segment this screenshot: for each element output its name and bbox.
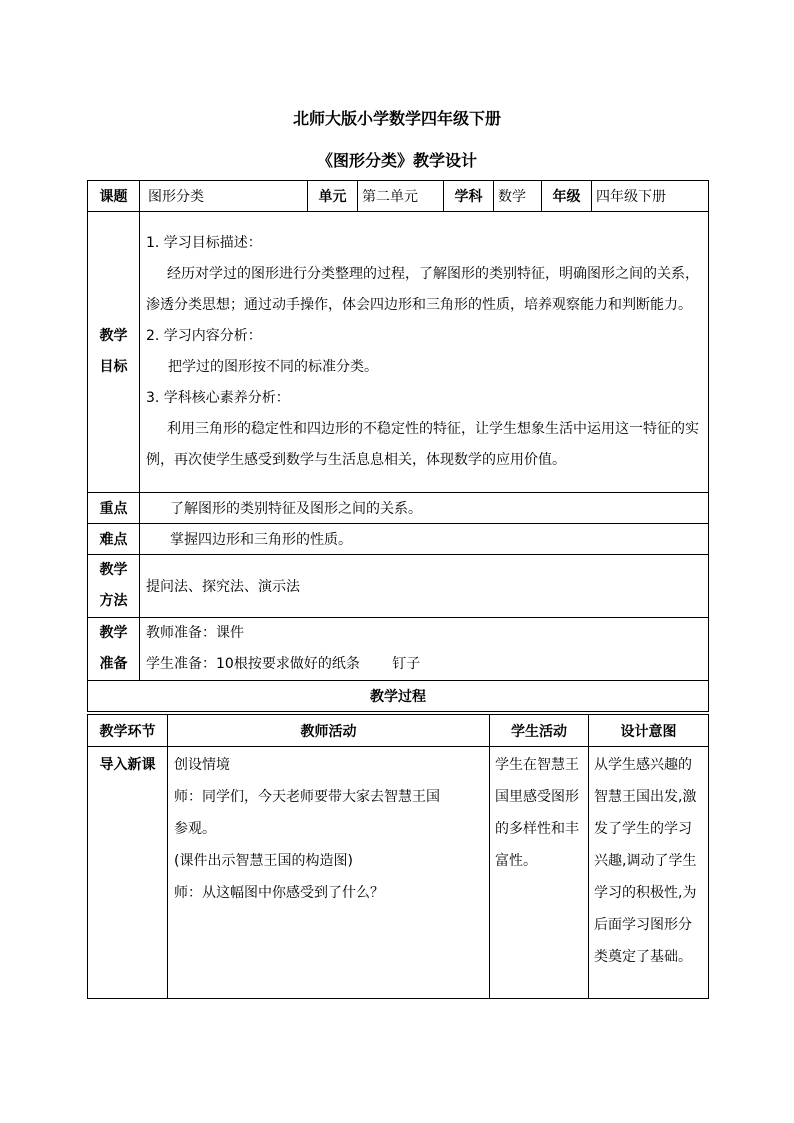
col-student-header: 学生活动 xyxy=(490,715,589,747)
objectives-label-line1: 教学 xyxy=(99,328,128,344)
key-point-text: 了解图形的类别特征及图形之间的关系。 xyxy=(140,493,709,524)
objectives-content xyxy=(140,212,709,493)
key-point-label: 重点 xyxy=(88,493,140,524)
process-row-intro xyxy=(88,747,709,999)
subject-value: 数学 xyxy=(494,181,542,212)
teacher-line-4: (课件出示智慧王国的构造图) xyxy=(174,853,353,869)
process-title-row xyxy=(88,681,709,712)
preparation-content xyxy=(140,618,709,681)
teaching-process-table xyxy=(87,714,709,999)
objective-3-title: 3. 学科核心素养分析： xyxy=(146,390,290,406)
grade-label: 年级 xyxy=(542,181,592,212)
difficulty-row xyxy=(88,524,709,555)
topic-value: 图形分类 xyxy=(140,181,308,212)
teacher-line-3: 参观。 xyxy=(174,821,216,837)
methods-row xyxy=(88,555,709,618)
preparation-label-line2: 准备 xyxy=(99,656,128,672)
objective-3-text: 利用三角形的稳定性和四边形的不稳定性的特征，让学生想象生活中运用这一特征的实例，再次使学生感受到数学与生活息息相关，体现数学的应用价值。 xyxy=(146,421,699,468)
key-point-row xyxy=(88,493,709,524)
methods-label xyxy=(88,555,140,618)
objectives-label-line2: 目标 xyxy=(99,359,128,375)
col-intent-header: 设计意图 xyxy=(589,715,709,747)
header-row xyxy=(88,181,709,212)
objective-1-title: 1. 学习目标描述： xyxy=(146,235,262,251)
unit-label: 单元 xyxy=(308,181,358,212)
difficulty-label: 难点 xyxy=(88,524,140,555)
objective-1-text: 经历对学过的图形进行分类整理的过程，了解图形的类别特征，明确图形之间的关系，渗透分类思想；通过动手操作，体会四边形和三角形的性质，培养观察能力和判断能力。 xyxy=(146,266,699,313)
objectives-label xyxy=(88,212,140,493)
design-intent: 从学生感兴趣的智慧王国出发,激发了学生的学习兴趣,调动了学生学习的积极性,为后面学习图形分类奠定了基础。 xyxy=(589,747,709,999)
col-stage-header: 教学环节 xyxy=(88,715,168,747)
objective-2-text: 把学过的图形按不同的标准分类。 xyxy=(168,359,378,375)
preparation-label xyxy=(88,618,140,681)
difficulty-text: 掌握四边形和三角形的性质。 xyxy=(140,524,709,555)
col-teacher-header: 教师活动 xyxy=(168,715,490,747)
subject-label: 学科 xyxy=(444,181,494,212)
objective-2-title: 2. 学习内容分析： xyxy=(146,328,262,344)
preparation-student: 学生准备：10根按要求做好的纸条 钉子 xyxy=(146,656,421,672)
grade-value: 四年级下册 xyxy=(592,181,709,212)
document-subtitle: 《图形分类》教学设计 xyxy=(316,151,477,170)
stage-intro: 导入新课 xyxy=(88,747,168,999)
topic-label: 课题 xyxy=(88,181,140,212)
teacher-line-2: 师：同学们，今天老师要带大家去智慧王国 xyxy=(174,789,440,805)
teacher-line-1: 创设情境 xyxy=(174,757,230,773)
teacher-activity xyxy=(168,747,490,999)
preparation-row xyxy=(88,618,709,681)
methods-text: 提问法、探究法、演示法 xyxy=(140,555,709,618)
teacher-line-5: 师：从这幅图中你感受到了什么？ xyxy=(174,885,384,901)
objectives-row xyxy=(88,212,709,493)
methods-label-line2: 方法 xyxy=(99,593,128,609)
methods-label-line1: 教学 xyxy=(99,562,128,578)
document-title: 北师大版小学数学四年级下册 xyxy=(292,109,501,128)
preparation-teacher: 教师准备：课件 xyxy=(146,625,244,641)
student-activity: 学生在智慧王国里感受图形的多样性和丰富性。 xyxy=(490,747,589,999)
lesson-info-table xyxy=(87,180,709,712)
unit-value: 第二单元 xyxy=(358,181,444,212)
preparation-label-line1: 教学 xyxy=(99,625,128,641)
process-header-row xyxy=(88,715,709,747)
process-title: 教学过程 xyxy=(88,681,709,712)
